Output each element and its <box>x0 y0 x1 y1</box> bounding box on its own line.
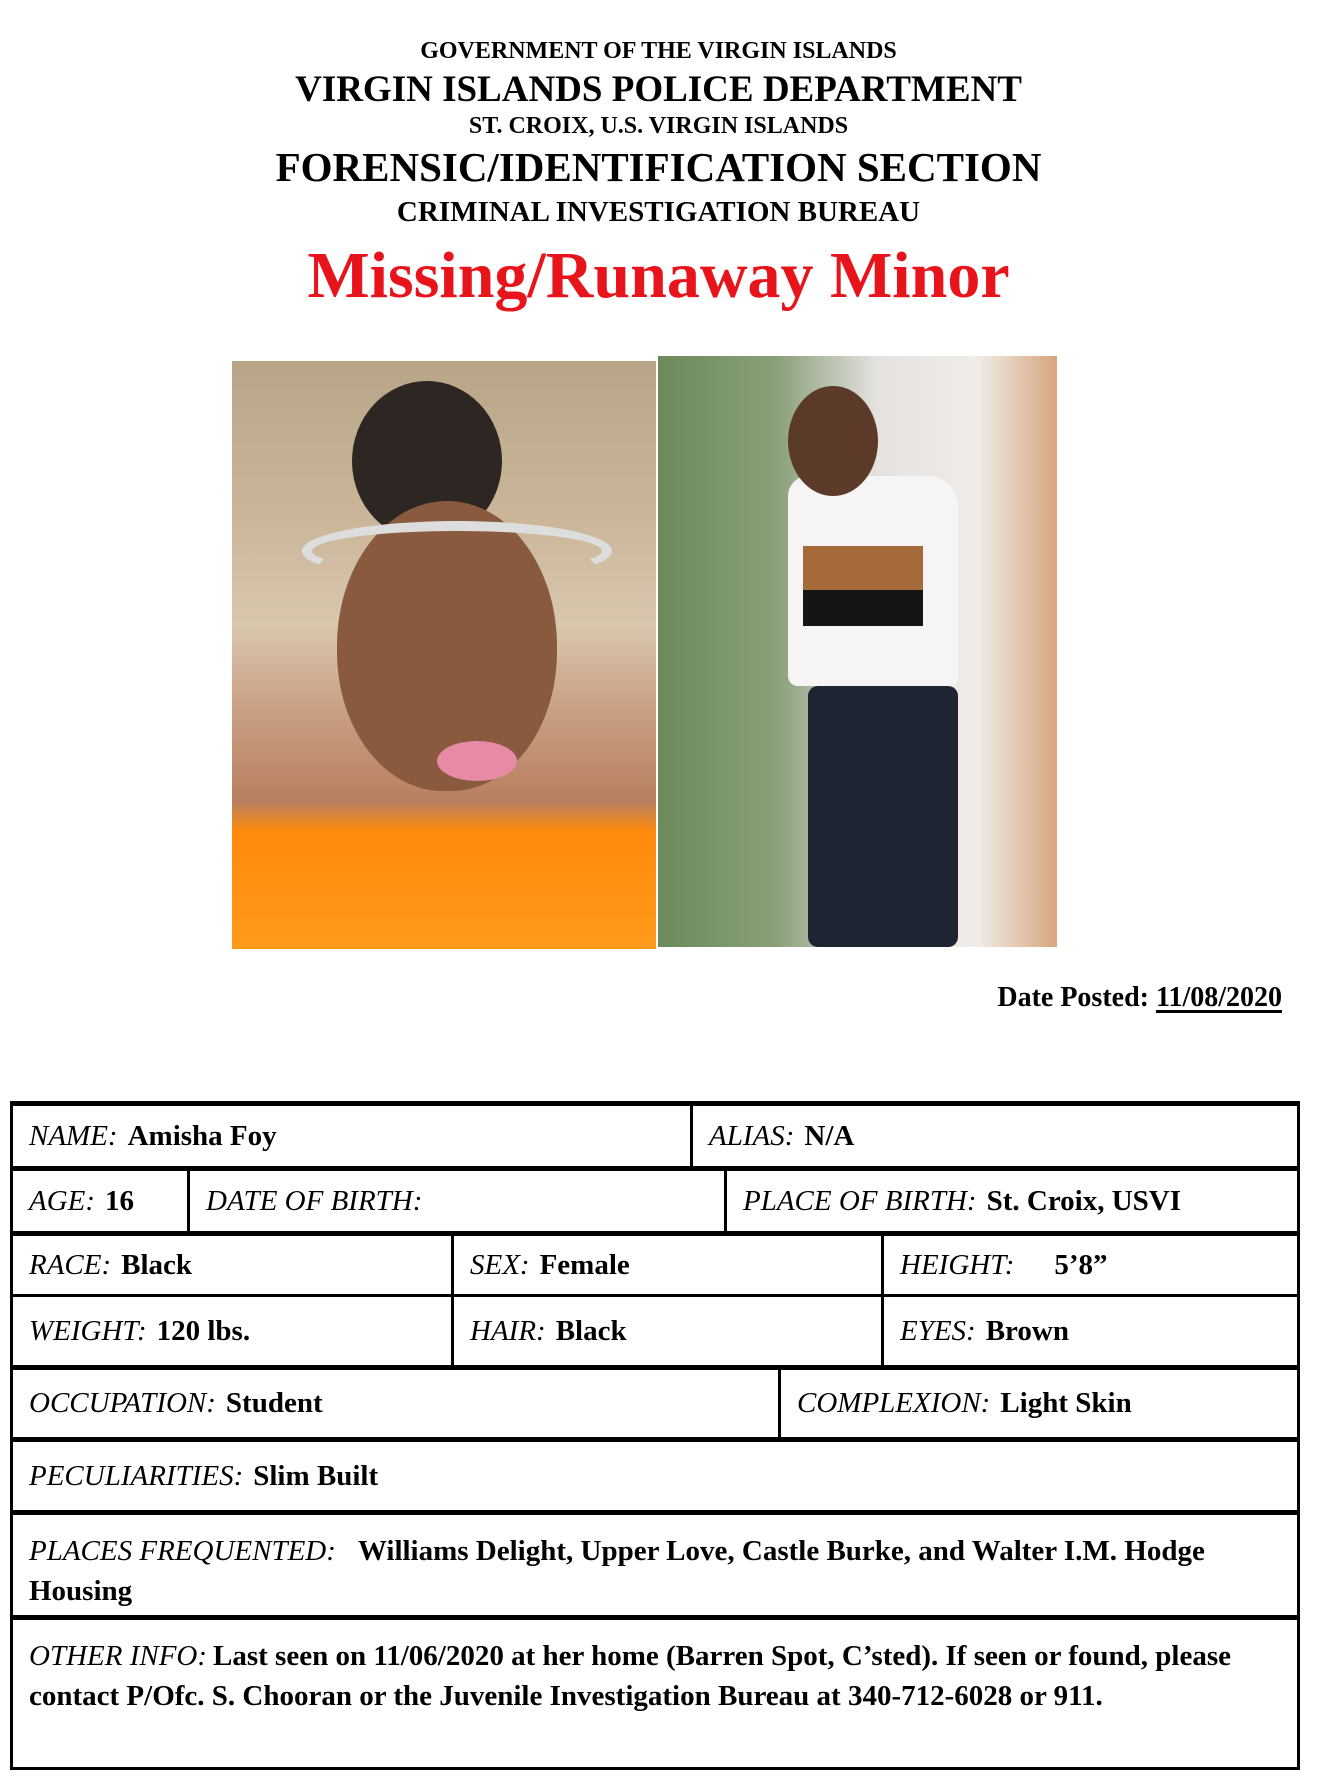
table-row <box>10 1365 1300 1440</box>
height-value: 5’8” <box>1054 1248 1108 1281</box>
weight-value: 120 lbs. <box>156 1314 251 1347</box>
alias-value: N/A <box>804 1119 855 1152</box>
table-row <box>10 1231 1300 1297</box>
eyes-value: Brown <box>985 1314 1069 1347</box>
table-row <box>10 1101 1300 1169</box>
weight-cell <box>13 1297 451 1365</box>
complexion-value: Light Skin <box>1000 1387 1132 1419</box>
age-cell <box>13 1171 187 1231</box>
date-posted-value: 11/08/2020 <box>1155 982 1282 1013</box>
name-cell <box>13 1106 690 1166</box>
occupation-value: Student <box>225 1387 323 1419</box>
head <box>788 386 878 496</box>
pob-value: St. Croix, USVI <box>986 1184 1182 1217</box>
peculiarities-value: Slim Built <box>253 1459 379 1492</box>
photo-portrait <box>232 361 656 949</box>
alias-cell <box>690 1106 1297 1166</box>
name-value: Amisha Foy <box>127 1119 277 1152</box>
eyes-cell <box>881 1297 1297 1365</box>
places-value: Williams Delight, Upper Love, Castle Burke, and Walter I.M. Hodge Housing <box>29 1535 1205 1607</box>
height-label: HEIGHT: <box>900 1248 1015 1281</box>
alias-label: ALIAS: <box>709 1119 795 1152</box>
hair-cell <box>451 1297 881 1365</box>
headband <box>302 521 612 581</box>
sex-cell <box>451 1236 881 1294</box>
race-label: RACE: <box>29 1248 112 1281</box>
race-cell <box>13 1236 451 1294</box>
hair-value: Black <box>555 1314 627 1347</box>
age-value: 16 <box>105 1184 135 1217</box>
places-cell <box>13 1515 1297 1615</box>
location-heading: ST. CROIX, U.S. VIRGIN ISLANDS <box>468 113 849 139</box>
other-info-value: Last seen on 11/06/2020 at her home (Barren Spot, C’sted). If seen or found, please contact P/Ofc. S. Chooran or the Juvenile Investigation Bureau at 340-712-6028 or 911. <box>29 1640 1231 1712</box>
hair-label: HAIR: <box>470 1314 546 1347</box>
sex-value: Female <box>539 1248 630 1281</box>
figure <box>748 376 938 947</box>
age-label: AGE: <box>29 1184 96 1217</box>
table-row <box>10 1294 1300 1368</box>
other-info-label: OTHER INFO: <box>29 1640 208 1672</box>
page-title: Missing/Runaway Minor <box>307 239 1010 312</box>
table-row <box>10 1510 1300 1618</box>
weight-label: WEIGHT: <box>29 1314 147 1347</box>
table-row <box>10 1437 1300 1513</box>
table-row <box>10 1615 1300 1770</box>
sex-label: SEX: <box>470 1248 530 1281</box>
complexion-cell <box>778 1370 1297 1437</box>
dob-cell <box>187 1171 724 1231</box>
peculiarities-label: PECULIARITIES: <box>29 1459 244 1492</box>
bureau-heading: CRIMINAL INVESTIGATION BUREAU <box>396 196 921 228</box>
places-label: PLACES FREQUENTED: <box>29 1535 336 1567</box>
name-label: NAME: <box>29 1119 118 1152</box>
occupation-cell <box>13 1370 778 1437</box>
pob-label: PLACE OF BIRTH: <box>743 1184 977 1217</box>
date-posted <box>997 982 1282 1014</box>
photo-full-body <box>658 356 1057 947</box>
details-table <box>10 1101 1300 1770</box>
date-posted-label: Date Posted: <box>997 982 1149 1013</box>
jeans <box>808 686 958 947</box>
occupation-label: OCCUPATION: <box>29 1387 216 1419</box>
dob-label: DATE OF BIRTH: <box>206 1184 423 1217</box>
department-heading: VIRGIN ISLANDS POLICE DEPARTMENT <box>295 69 1022 110</box>
height-cell <box>881 1236 1297 1294</box>
government-heading: GOVERNMENT OF THE VIRGIN ISLANDS <box>420 38 897 64</box>
complexion-label: COMPLEXION: <box>797 1387 991 1419</box>
race-value: Black <box>121 1248 193 1281</box>
section-heading: FORENSIC/IDENTIFICATION SECTION <box>275 144 1042 190</box>
lips <box>437 741 517 781</box>
shirt-print <box>803 546 923 626</box>
peculiarities-cell <box>13 1442 1297 1510</box>
eyes-label: EYES: <box>900 1314 976 1347</box>
pob-cell <box>724 1171 1297 1231</box>
table-row <box>10 1166 1300 1234</box>
other-info-cell <box>13 1620 1297 1767</box>
